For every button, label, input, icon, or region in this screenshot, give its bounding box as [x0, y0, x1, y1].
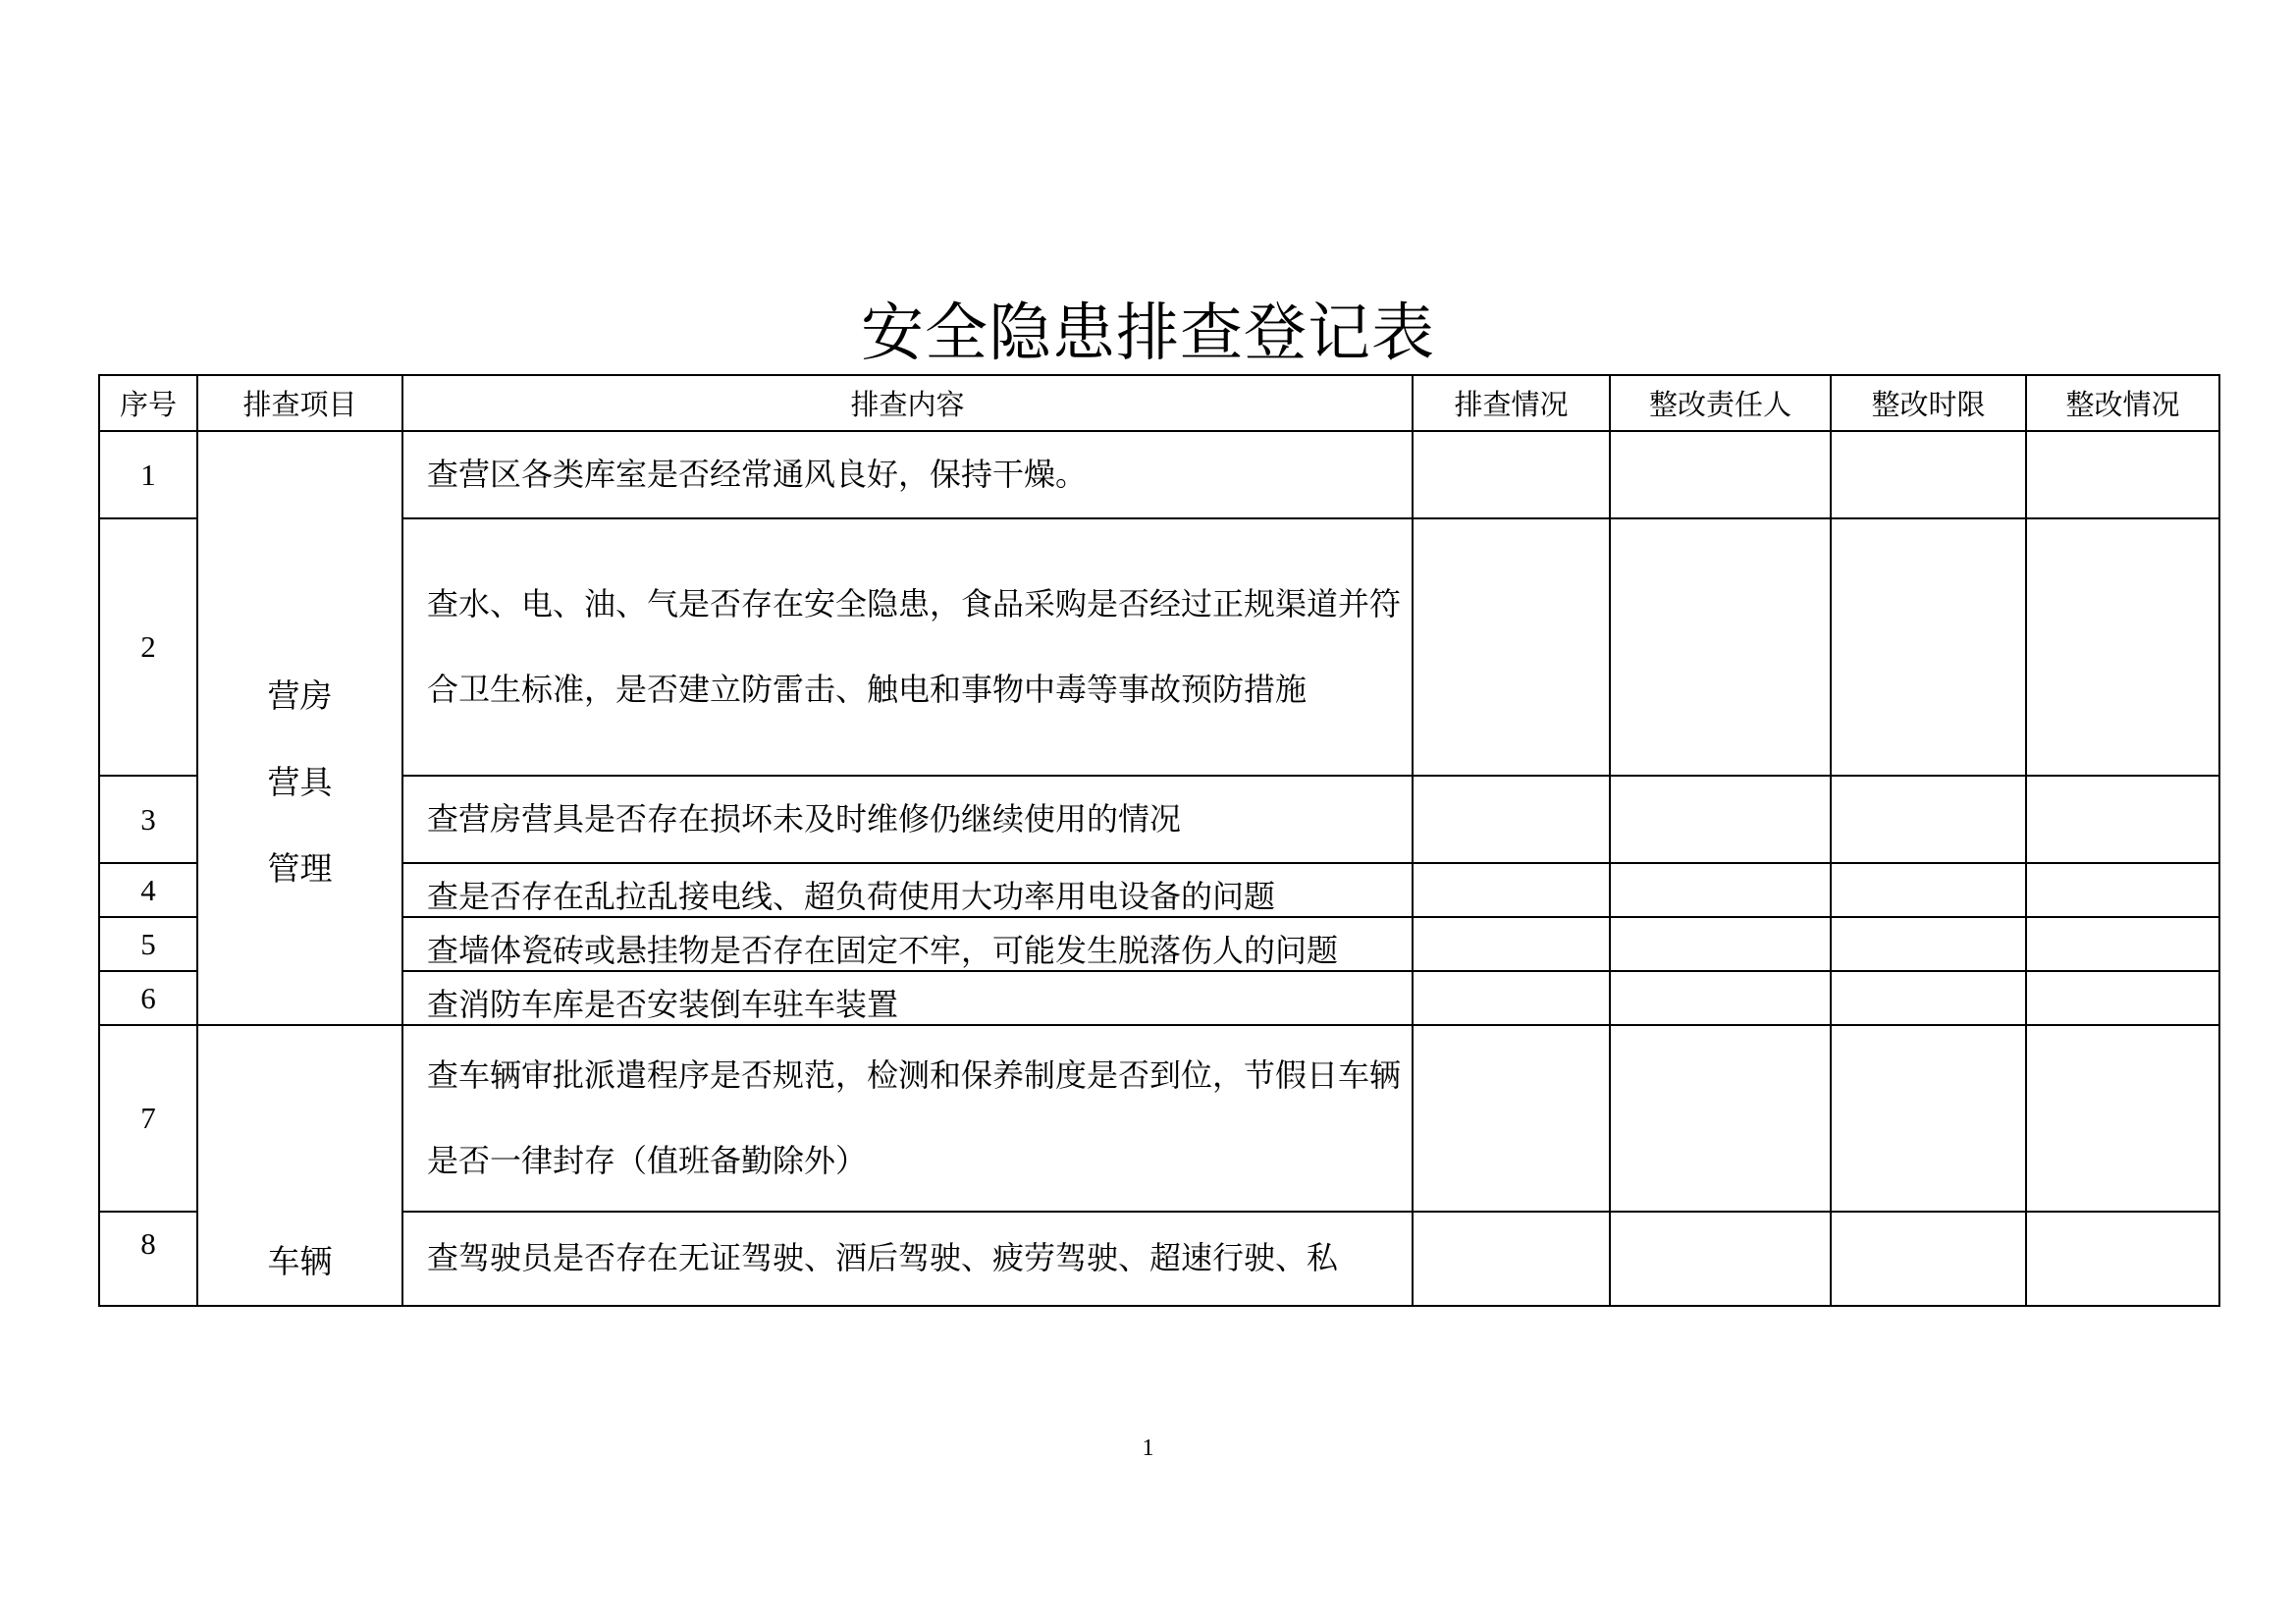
row-seq: 3: [99, 776, 197, 863]
deadline-cell[interactable]: [1831, 1212, 2026, 1306]
row-content: [402, 971, 1413, 1025]
rectification-status-cell[interactable]: [2026, 1212, 2219, 1306]
row-seq: 5: [99, 917, 197, 971]
row-content: 查车辆审批派遣程序是否规范，检测和保养制度是否到位，节假日车辆是否一律封存（值班备勤除外）: [402, 1025, 1413, 1212]
header-rectification-status: 整改情况: [2026, 375, 2219, 431]
row-seq: 8: [99, 1212, 197, 1306]
deadline-cell[interactable]: [1831, 863, 2026, 917]
check-status-cell[interactable]: [1413, 863, 1610, 917]
responsible-person-cell[interactable]: [1610, 431, 1831, 518]
table-row: [99, 971, 2219, 1025]
row-seq: 1: [99, 431, 197, 518]
check-status-cell[interactable]: [1413, 971, 1610, 1025]
responsible-person-cell[interactable]: [1610, 1212, 1831, 1306]
check-status-cell[interactable]: [1413, 776, 1610, 863]
rectification-status-cell[interactable]: [2026, 971, 2219, 1025]
table-row: [99, 1025, 2219, 1212]
rectification-status-cell[interactable]: [2026, 863, 2219, 917]
deadline-cell[interactable]: [1831, 518, 2026, 776]
row-content-text: 查是否存在乱拉乱接电线、超负荷使用大功率用电设备的问题: [427, 878, 1276, 915]
responsible-person-cell[interactable]: [1610, 518, 1831, 776]
deadline-cell[interactable]: [1831, 917, 2026, 971]
table-row: [99, 917, 2219, 971]
table-row: [99, 431, 2219, 518]
responsible-person-cell[interactable]: [1610, 863, 1831, 917]
row-content: 查营区各类库室是否经常通风良好，保持干燥。: [402, 431, 1413, 518]
responsible-person-cell[interactable]: [1610, 917, 1831, 971]
group-label-line: 车辆: [267, 1242, 333, 1280]
responsible-person-cell[interactable]: [1610, 971, 1831, 1025]
row-content: [402, 863, 1413, 917]
rectification-status-cell[interactable]: [2026, 1025, 2219, 1212]
row-content: 查驾驶员是否存在无证驾驶、酒后驾驶、疲劳驾驶、超速行驶、私: [402, 1212, 1413, 1306]
check-status-cell[interactable]: [1413, 518, 1610, 776]
header-check-status: 排查情况: [1413, 375, 1610, 431]
group-label-vehicles: [197, 1025, 402, 1306]
deadline-cell[interactable]: [1831, 971, 2026, 1025]
table-header-row: [99, 375, 2219, 431]
row-content: 查水、电、油、气是否存在安全隐患，食品采购是否经过正规渠道并符合卫生标准，是否建立防雷击、触电和事物中毒等事故预防措施: [402, 518, 1413, 776]
group-label-barracks: [197, 431, 402, 1025]
header-deadline: 整改时限: [1831, 375, 2026, 431]
group-label-line: 营具: [267, 762, 333, 801]
table-row: [99, 518, 2219, 776]
header-seq: 序号: [99, 375, 197, 431]
deadline-cell[interactable]: [1831, 1025, 2026, 1212]
hazard-register-table: [98, 374, 2220, 1307]
deadline-cell[interactable]: [1831, 776, 2026, 863]
row-content: [402, 917, 1413, 971]
row-content-text: 查消防车库是否安装倒车驻车装置: [427, 986, 899, 1023]
check-status-cell[interactable]: [1413, 431, 1610, 518]
responsible-person-cell[interactable]: [1610, 776, 1831, 863]
group-label-line: 管理: [267, 848, 333, 888]
row-seq: 2: [99, 518, 197, 776]
header-responsible-person: 整改责任人: [1610, 375, 1831, 431]
responsible-person-cell[interactable]: [1610, 1025, 1831, 1212]
table-row: [99, 863, 2219, 917]
row-seq: 4: [99, 863, 197, 917]
check-status-cell[interactable]: [1413, 917, 1610, 971]
row-seq: 7: [99, 1025, 197, 1212]
row-seq: 6: [99, 971, 197, 1025]
page-title: 安全隐患排查登记表: [861, 298, 1435, 370]
row-content: 查营房营具是否存在损坏未及时维修仍继续使用的情况: [402, 776, 1413, 863]
check-status-cell[interactable]: [1413, 1212, 1610, 1306]
row-content-text: 查墙体瓷砖或悬挂物是否存在固定不牢，可能发生脱落伤人的问题: [427, 932, 1339, 969]
table-row: [99, 1212, 2219, 1306]
rectification-status-cell[interactable]: [2026, 917, 2219, 971]
group-label-line: 营房: [267, 676, 333, 715]
rectification-status-cell[interactable]: [2026, 776, 2219, 863]
rectification-status-cell[interactable]: [2026, 518, 2219, 776]
deadline-cell[interactable]: [1831, 431, 2026, 518]
rectification-status-cell[interactable]: [2026, 431, 2219, 518]
page-number: 1: [1142, 1435, 1154, 1461]
header-check-item: 排查项目: [197, 375, 402, 431]
table-row: [99, 776, 2219, 863]
header-check-content: 排查内容: [402, 375, 1413, 431]
check-status-cell[interactable]: [1413, 1025, 1610, 1212]
